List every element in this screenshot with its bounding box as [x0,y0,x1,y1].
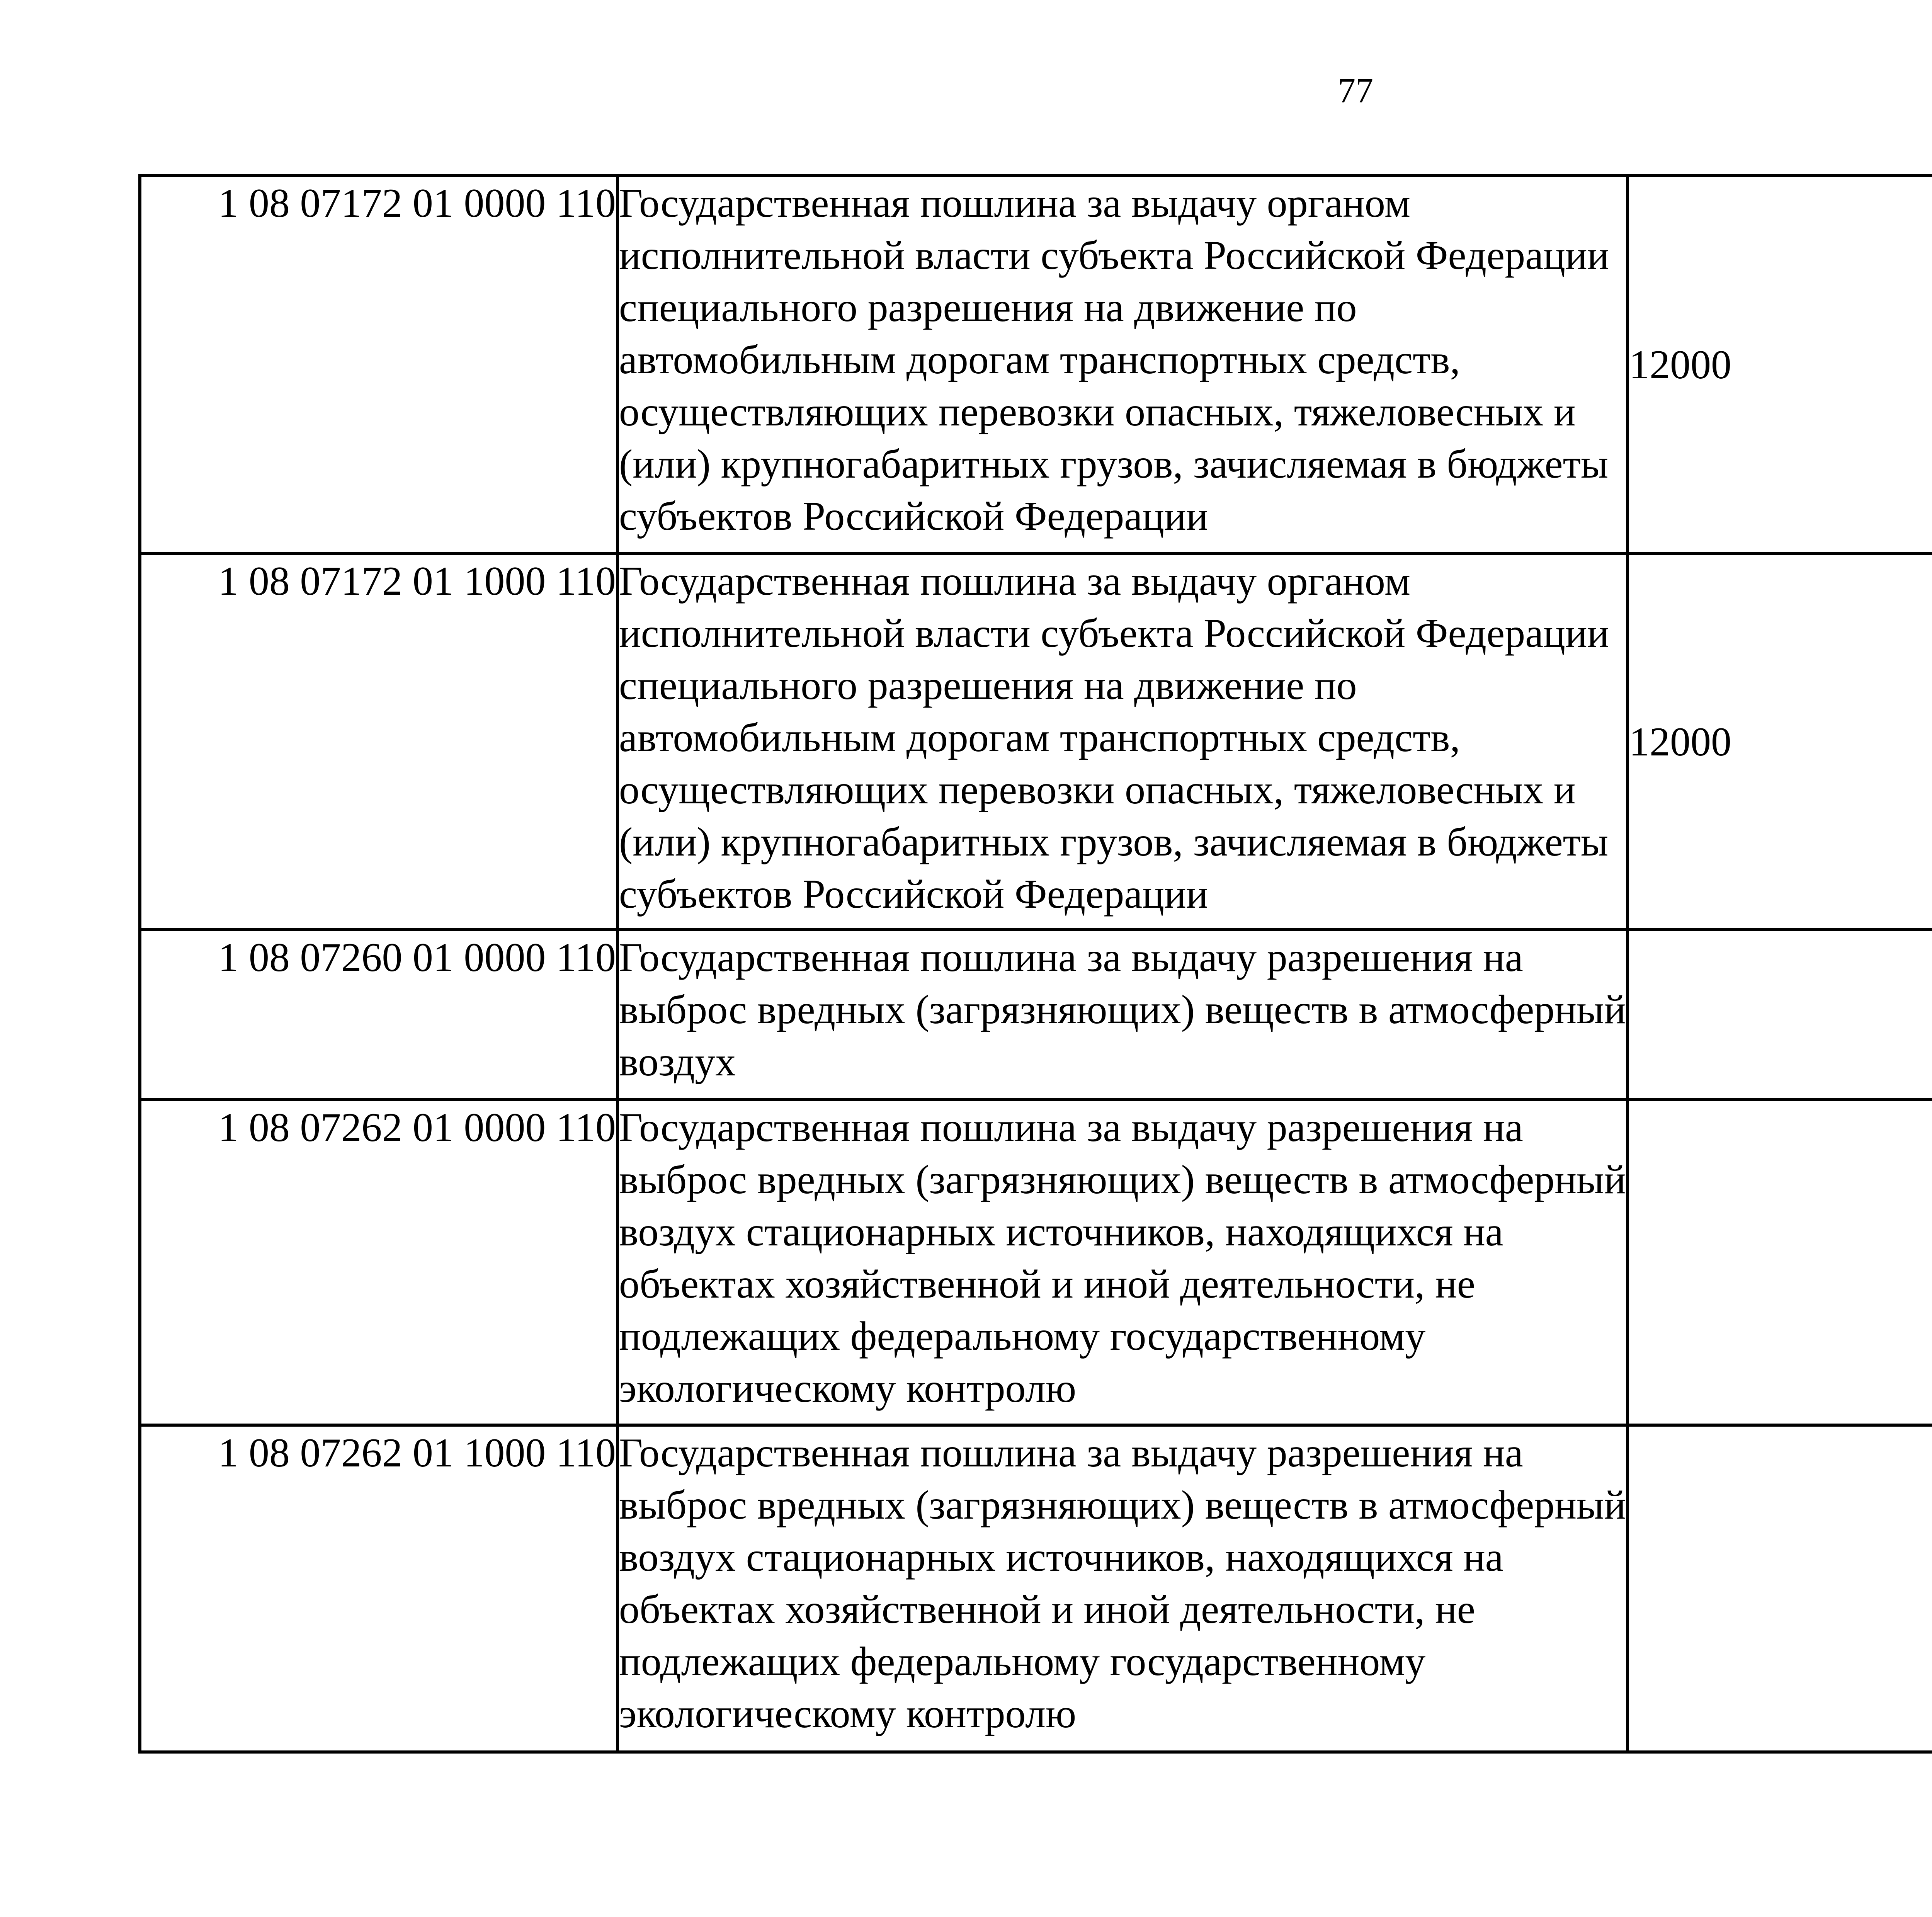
table-row [140,553,1932,930]
revenue-name-cell: Государственная пошлина за выдачу разрешения на выброс вредных (загрязняющих) веществ в атмосферный воздух стационарных источников, находящихся на объектах хозяйственной и иной деятельности, не подлежащих федеральному государственному экологическому контролю [617,1425,1628,1752]
table-row [140,930,1932,1100]
amount-cell-1 [1628,930,1932,1100]
amount-cell-1: 12000 [1628,175,1932,553]
table-row [140,1100,1932,1425]
revenue-name-cell: Государственная пошлина за выдачу разрешения на выброс вредных (загрязняющих) веществ в атмосферный воздух стационарных источников, находящихся на объектах хозяйственной и иной деятельности, не подлежащих федеральному государственному экологическому контролю [617,1100,1628,1425]
page-number: 77 [1338,71,1373,110]
table-row [140,1425,1932,1752]
revenue-name-cell: Государственная пошлина за выдачу органом исполнительной власти субъекта Российской Федерации специального разрешения на движение по автомобильным дорогам транспортных средств, осуществляющих перевозки опасных, тяжеловесных и (или) крупногабаритных грузов, зачисляемая в бюджеты субъектов Российской Федерации [617,175,1628,553]
amount-cell-1 [1628,1100,1932,1425]
budget-code-cell: 1 08 07260 01 0000 110 [140,930,617,1100]
revenue-table [138,174,1932,1754]
budget-code-cell: 1 08 07262 01 0000 110 [140,1100,617,1425]
budget-code-cell: 1 08 07262 01 1000 110 [140,1425,617,1752]
table-row [140,175,1932,553]
budget-code-cell: 1 08 07172 01 0000 110 [140,175,617,553]
revenue-name-cell: Государственная пошлина за выдачу органом исполнительной власти субъекта Российской Федерации специального разрешения на движение по автомобильным дорогам транспортных средств, осуществляющих перевозки опасных, тяжеловесных и (или) крупногабаритных грузов, зачисляемая в бюджеты субъектов Российской Федерации [617,553,1628,930]
budget-code-cell: 1 08 07172 01 1000 110 [140,553,617,930]
amount-cell-1: 12000 [1628,553,1932,930]
amount-cell-1 [1628,1425,1932,1752]
revenue-name-cell: Государственная пошлина за выдачу разрешения на выброс вредных (загрязняющих) веществ в атмосферный воздух [617,930,1628,1100]
